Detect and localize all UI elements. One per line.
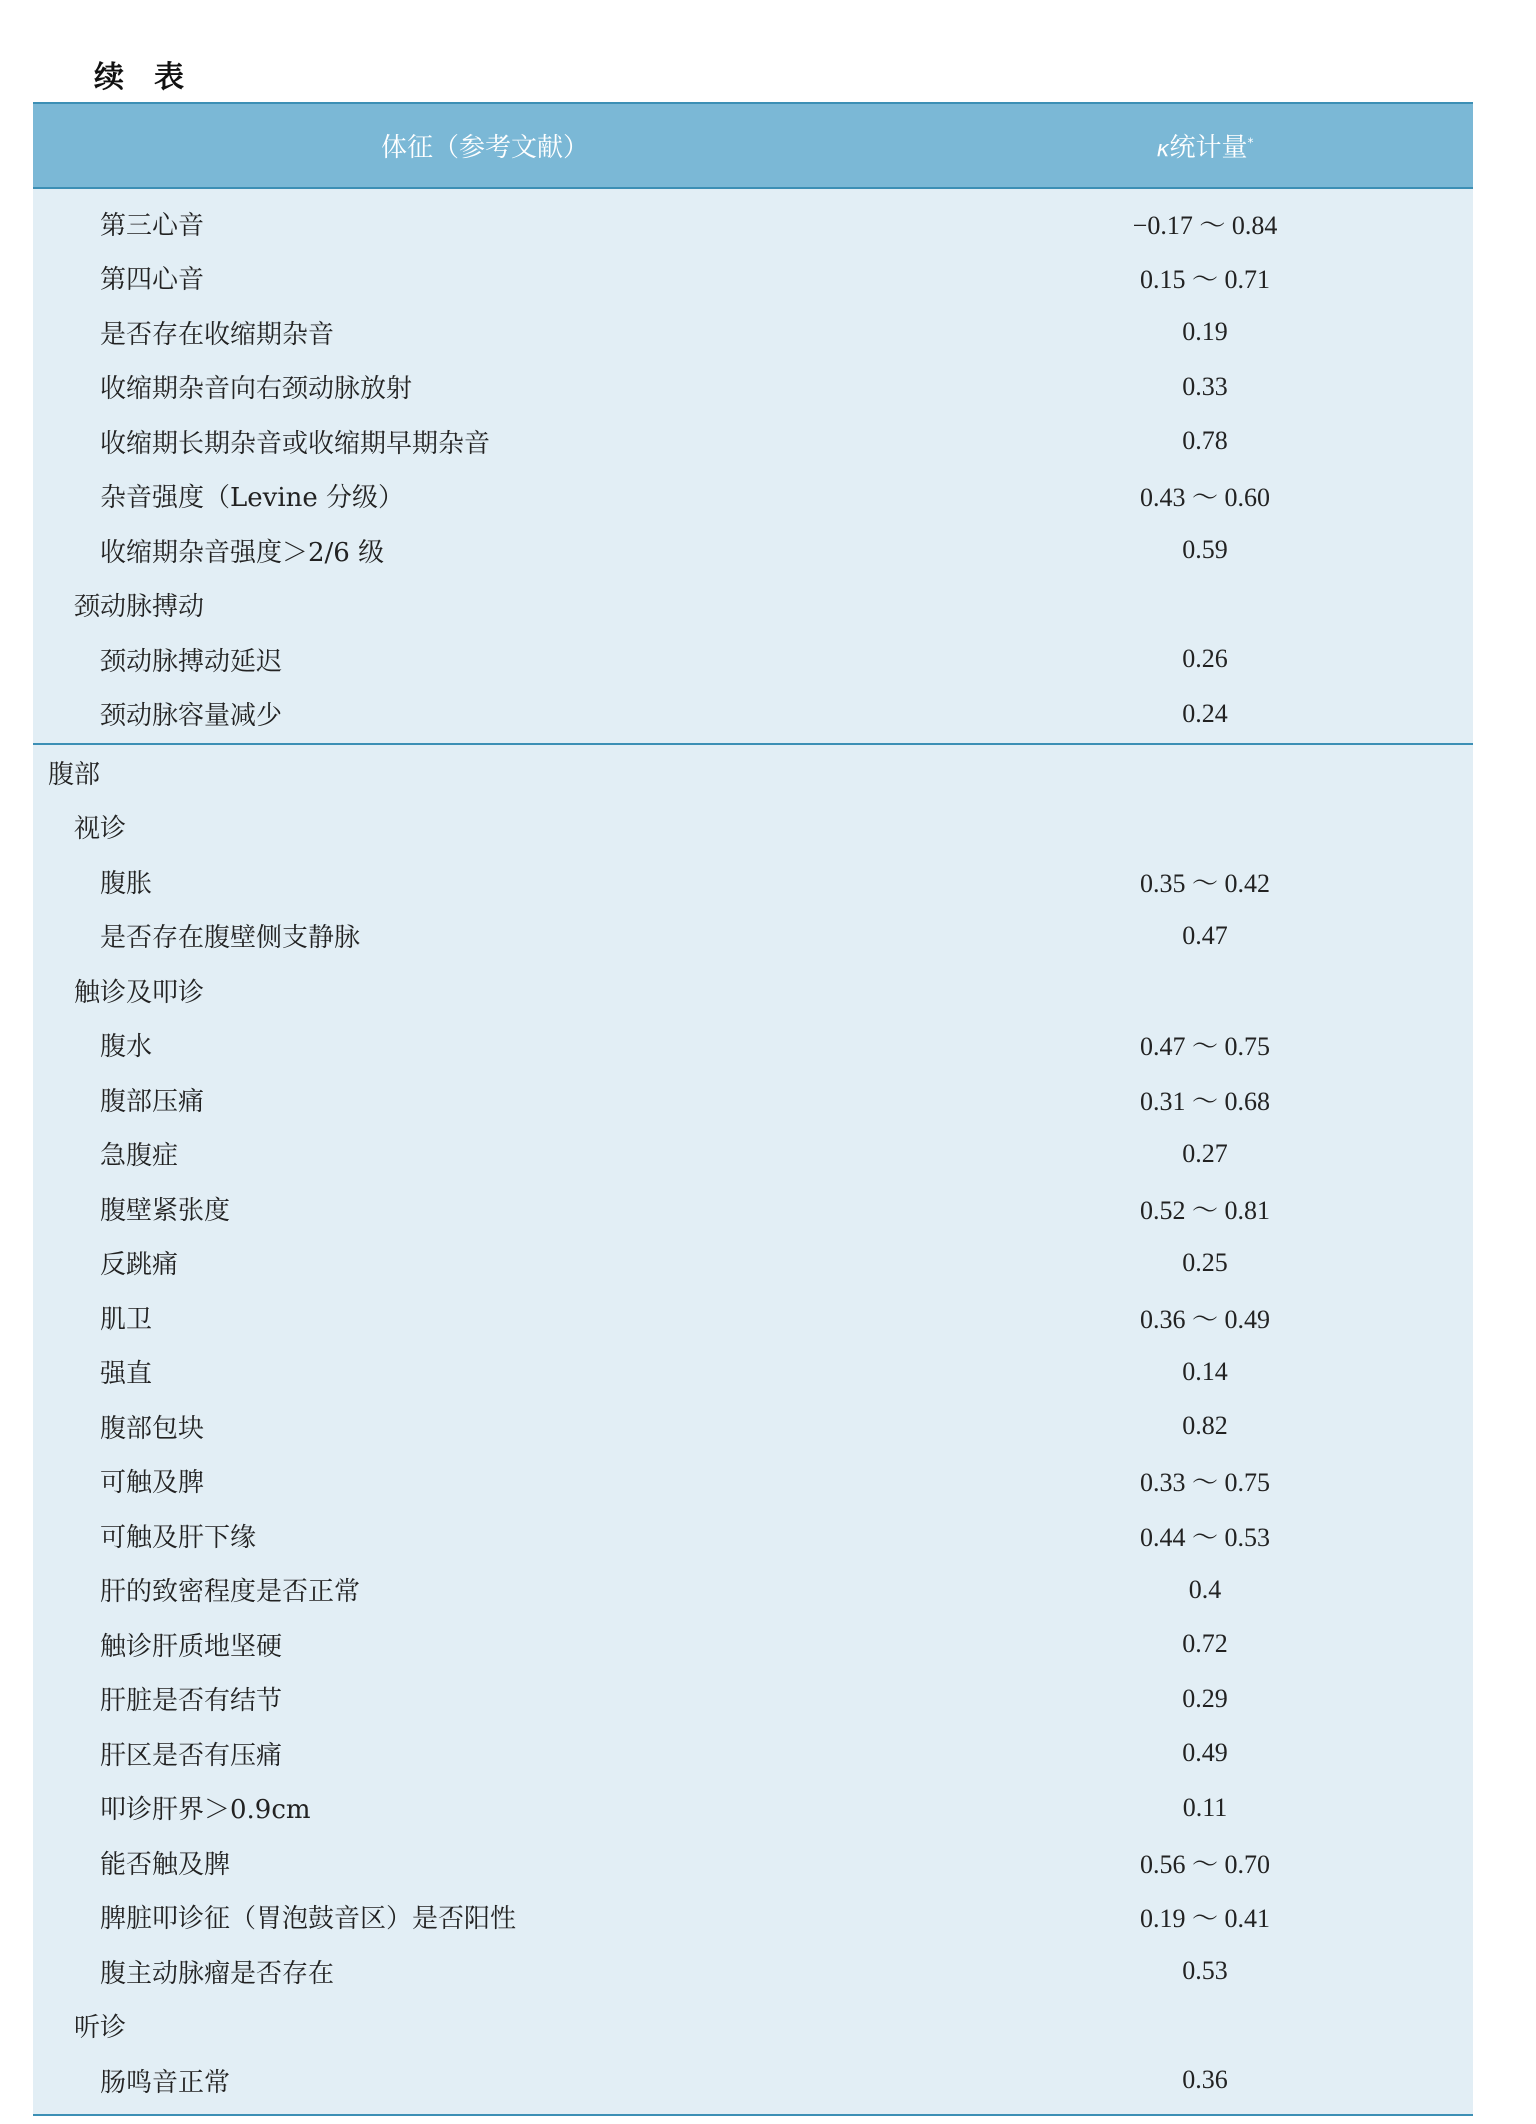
table-row bbox=[33, 1726, 1473, 1781]
kappa-value-cell: 0.19 bbox=[1182, 317, 1228, 347]
sign-name-cell: 脾脏叩诊征（胃泡鼓音区）是否阳性 bbox=[100, 1904, 517, 1935]
sign-name-cell: 可触及肝下缘 bbox=[100, 1522, 257, 1553]
kappa-value-cell: 0.27 bbox=[1182, 1138, 1228, 1168]
kappa-value-cell: 0.44 ～ 0.53 bbox=[1139, 1522, 1270, 1552]
caption-word-1: 续 bbox=[94, 60, 126, 95]
header-kappa-column bbox=[937, 127, 1473, 164]
table-group-cardiac bbox=[33, 196, 1473, 741]
header-sign-column: 体征（参考文献） bbox=[380, 133, 589, 163]
kappa-value-cell: 0.24 bbox=[1182, 698, 1228, 728]
kappa-value-cell: 0.53 bbox=[1182, 1956, 1228, 1986]
kappa-value-cell: 0.47 bbox=[1182, 920, 1228, 950]
table-row bbox=[33, 1236, 1473, 1291]
kappa-value-cell: 0.11 bbox=[1182, 1792, 1228, 1822]
table-caption bbox=[94, 52, 186, 96]
kappa-value-cell: 0.36 ～ 0.49 bbox=[1139, 1304, 1270, 1334]
table-row bbox=[33, 963, 1473, 1018]
table-row bbox=[33, 414, 1473, 469]
sign-name-cell: 腹水 bbox=[100, 1032, 153, 1063]
kappa-value-cell: 0.19 ～ 0.41 bbox=[1139, 1904, 1270, 1934]
kappa-value-cell: −0.17 ～ 0.84 bbox=[1132, 210, 1278, 240]
table-row bbox=[33, 687, 1473, 742]
table-row bbox=[33, 1563, 1473, 1618]
table-row bbox=[33, 745, 1473, 800]
sign-name-cell: 第三心音 bbox=[100, 210, 205, 241]
table-row bbox=[33, 1290, 1473, 1345]
table-row bbox=[33, 800, 1473, 855]
footnote-mark: * bbox=[1247, 135, 1254, 150]
sign-name-cell: 收缩期杂音强度＞2/6 级 bbox=[100, 537, 385, 568]
kappa-value-cell: 0.4 bbox=[1188, 1574, 1222, 1604]
table-row bbox=[33, 1672, 1473, 1727]
sign-name-cell: 腹壁紧张度 bbox=[100, 1195, 231, 1226]
table-row bbox=[33, 632, 1473, 687]
sign-name-cell: 是否存在腹壁侧支静脉 bbox=[100, 923, 361, 954]
sign-name-cell: 腹主动脉瘤是否存在 bbox=[100, 1958, 335, 1989]
sign-name-cell: 颈动脉搏动 bbox=[74, 592, 205, 623]
table-header bbox=[33, 104, 1473, 189]
table-row bbox=[33, 1181, 1473, 1236]
sign-name-cell: 触诊肝质地坚硬 bbox=[100, 1631, 283, 1662]
kappa-symbol: κ bbox=[1156, 137, 1170, 162]
table-group-abdomen bbox=[33, 745, 1473, 2108]
sign-name-cell: 叩诊肝界＞0.9cm bbox=[100, 1795, 311, 1826]
sign-name-cell: 颈动脉搏动延迟 bbox=[100, 646, 283, 677]
kappa-value-cell: 0.31 ～ 0.68 bbox=[1139, 1086, 1270, 1116]
kappa-value-cell: 0.52 ～ 0.81 bbox=[1139, 1195, 1270, 1225]
sign-name-cell: 急腹症 bbox=[100, 1141, 179, 1172]
kappa-value-cell: 0.33 ～ 0.75 bbox=[1139, 1468, 1270, 1498]
sign-name-cell: 是否存在收缩期杂音 bbox=[100, 319, 335, 350]
kappa-value-cell: 0.82 bbox=[1182, 1411, 1228, 1441]
table-row bbox=[33, 251, 1473, 306]
sign-name-cell: 第四心音 bbox=[100, 265, 205, 296]
table-row bbox=[33, 854, 1473, 909]
kappa-value-cell: 0.15 ～ 0.71 bbox=[1139, 265, 1270, 295]
kappa-value-cell: 0.14 bbox=[1182, 1356, 1228, 1386]
kappa-value-cell: 0.36 bbox=[1182, 2065, 1228, 2095]
kappa-value-cell: 0.56 ～ 0.70 bbox=[1139, 1849, 1270, 1879]
sign-name-cell: 触诊及叩诊 bbox=[74, 977, 205, 1008]
table-row bbox=[33, 469, 1473, 524]
table-row bbox=[33, 1345, 1473, 1400]
sign-name-cell: 收缩期杂音向右颈动脉放射 bbox=[100, 374, 413, 405]
table-row bbox=[33, 1454, 1473, 1509]
table-row bbox=[33, 1127, 1473, 1182]
sign-name-cell: 腹胀 bbox=[100, 868, 153, 899]
sign-name-cell: 收缩期长期杂音或收缩期早期杂音 bbox=[100, 428, 491, 459]
table-row bbox=[33, 360, 1473, 415]
kappa-table bbox=[33, 102, 1473, 2116]
sign-name-cell: 能否触及脾 bbox=[100, 1849, 231, 1880]
caption-word-2: 表 bbox=[154, 60, 186, 95]
sign-name-cell: 腹部压痛 bbox=[100, 1086, 205, 1117]
table-row bbox=[33, 196, 1473, 251]
sign-name-cell: 肌卫 bbox=[100, 1304, 153, 1335]
kappa-value-cell: 0.26 bbox=[1182, 644, 1228, 674]
table-row bbox=[33, 523, 1473, 578]
table-row bbox=[33, 1072, 1473, 1127]
kappa-value-cell: 0.49 bbox=[1182, 1738, 1228, 1768]
sign-name-cell: 腹部 bbox=[48, 759, 101, 790]
sign-name-cell: 强直 bbox=[100, 1359, 153, 1390]
table-row bbox=[33, 1781, 1473, 1836]
sign-name-cell: 视诊 bbox=[74, 814, 127, 845]
table-row bbox=[33, 1617, 1473, 1672]
kappa-value-cell: 0.35 ～ 0.42 bbox=[1139, 868, 1270, 898]
sign-name-cell: 颈动脉容量减少 bbox=[100, 701, 283, 732]
kappa-value-cell: 0.59 bbox=[1182, 535, 1228, 565]
kappa-value-cell: 0.25 bbox=[1182, 1247, 1228, 1277]
table-row bbox=[33, 1835, 1473, 1890]
sign-name-cell: 肝区是否有压痛 bbox=[100, 1740, 283, 1771]
kappa-value-cell: 0.78 bbox=[1182, 426, 1228, 456]
sign-name-cell: 杂音强度（Levine 分级） bbox=[100, 483, 405, 514]
sign-name-cell: 肠鸣音正常 bbox=[100, 2067, 231, 2098]
sign-name-cell: 可触及脾 bbox=[100, 1468, 205, 1499]
sign-name-cell: 肝脏是否有结节 bbox=[100, 1686, 283, 1717]
kappa-value-cell: 0.33 bbox=[1182, 371, 1228, 401]
table-row bbox=[33, 305, 1473, 360]
table-row bbox=[33, 2053, 1473, 2108]
kappa-value-cell: 0.29 bbox=[1182, 1683, 1228, 1713]
kappa-value-cell: 0.72 bbox=[1182, 1629, 1228, 1659]
header-kappa-label: 统计量 bbox=[1169, 133, 1248, 163]
sign-name-cell: 肝的致密程度是否正常 bbox=[100, 1577, 361, 1608]
table-row bbox=[33, 1999, 1473, 2054]
kappa-value-cell: 0.43 ～ 0.60 bbox=[1139, 483, 1270, 513]
table-row bbox=[33, 1890, 1473, 1945]
sign-name-cell: 腹部包块 bbox=[100, 1413, 205, 1444]
table-row bbox=[33, 1018, 1473, 1073]
table-row bbox=[33, 1508, 1473, 1563]
sign-name-cell: 反跳痛 bbox=[100, 1250, 179, 1281]
kappa-value-cell: 0.47 ～ 0.75 bbox=[1139, 1032, 1270, 1062]
table-row bbox=[33, 1399, 1473, 1454]
sign-name-cell: 听诊 bbox=[74, 2013, 127, 2044]
table-row bbox=[33, 1944, 1473, 1999]
table-row bbox=[33, 578, 1473, 633]
table-row bbox=[33, 909, 1473, 964]
table-body bbox=[33, 189, 1473, 2114]
